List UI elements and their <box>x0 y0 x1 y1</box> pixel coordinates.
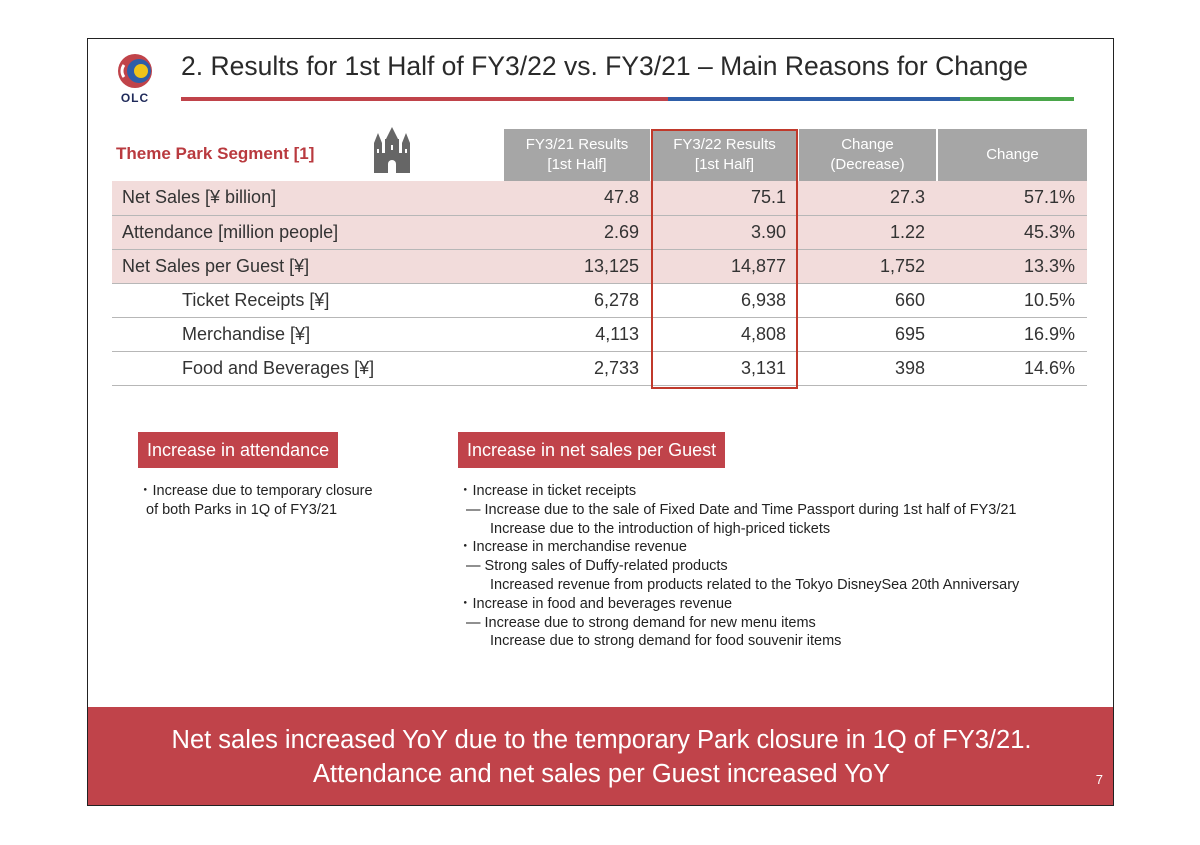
table-header <box>112 129 1087 181</box>
header-change-amount: Change (Decrease) <box>798 129 937 181</box>
note-line: — Strong sales of Duffy-related products <box>466 558 728 575</box>
summary-line-2: Attendance and net sales per Guest increased YoY <box>313 760 890 788</box>
header-change-percent: Change <box>937 129 1087 181</box>
attendance-notes <box>138 482 373 520</box>
note-line: — Increase due to strong demand for new menu items <box>466 614 816 631</box>
note-line: — Increase due to the sale of Fixed Date and Time Passport during 1st half of FY3/21 <box>466 501 1017 518</box>
note-line: ・Increase in merchandise revenue <box>458 539 687 556</box>
header-fy321: FY3/21 Results [1st Half] <box>504 129 651 181</box>
note-line: ・Increase in food and beverages revenue <box>458 595 733 612</box>
note-line: of both Parks in 1Q of FY3/21 <box>146 501 338 518</box>
table-row: Merchandise [¥] 4,113 4,808 695 16.9% <box>112 317 1087 351</box>
table-row: Ticket Receipts [¥] 6,278 6,938 660 10.5% <box>112 283 1087 317</box>
table-row: Net Sales [¥ billion] 47.8 75.1 27.3 57.1% <box>112 181 1087 215</box>
summary-line-1: Net sales increased YoY due to the temporary Park closure in 1Q of FY3/21. <box>171 726 1032 754</box>
note-line: Increase due to the introduction of high-priced tickets <box>490 520 831 537</box>
logo-text: OLC <box>120 91 150 105</box>
table-row: Attendance [million people] 2.69 3.90 1.22 45.3% <box>112 215 1087 249</box>
title-rule <box>181 97 1074 101</box>
table-row: Food and Beverages [¥] 2,733 3,131 398 14.6% <box>112 351 1087 385</box>
note-line: ・Increase in ticket receipts <box>458 483 637 499</box>
olc-logo <box>108 53 162 109</box>
note-line: Increase due to strong demand for food souvenir items <box>490 633 842 650</box>
page-title: 2. Results for 1st Half of FY3/22 vs. FY3/21 – Main Reasons for Change <box>181 51 1028 81</box>
per-guest-badge: Increase in net sales per Guest <box>458 432 725 468</box>
segment-label: Theme Park Segment [1] <box>116 144 315 163</box>
results-table <box>112 129 1087 386</box>
note-line: ・Increase due to temporary closure <box>138 483 373 499</box>
note-line: Increased revenue from products related to the Tokyo DisneySea 20th Anniversary <box>490 576 1020 593</box>
attendance-badge: Increase in attendance <box>138 432 338 468</box>
slide <box>87 38 1114 806</box>
per-guest-notes <box>458 482 1019 651</box>
page-number: 7 <box>1095 772 1103 787</box>
header-fy322: FY3/22 Results [1st Half] <box>651 129 798 181</box>
table-row: Net Sales per Guest [¥] 13,125 14,877 1,752 13.3% <box>112 249 1087 283</box>
summary-banner <box>88 707 1114 806</box>
